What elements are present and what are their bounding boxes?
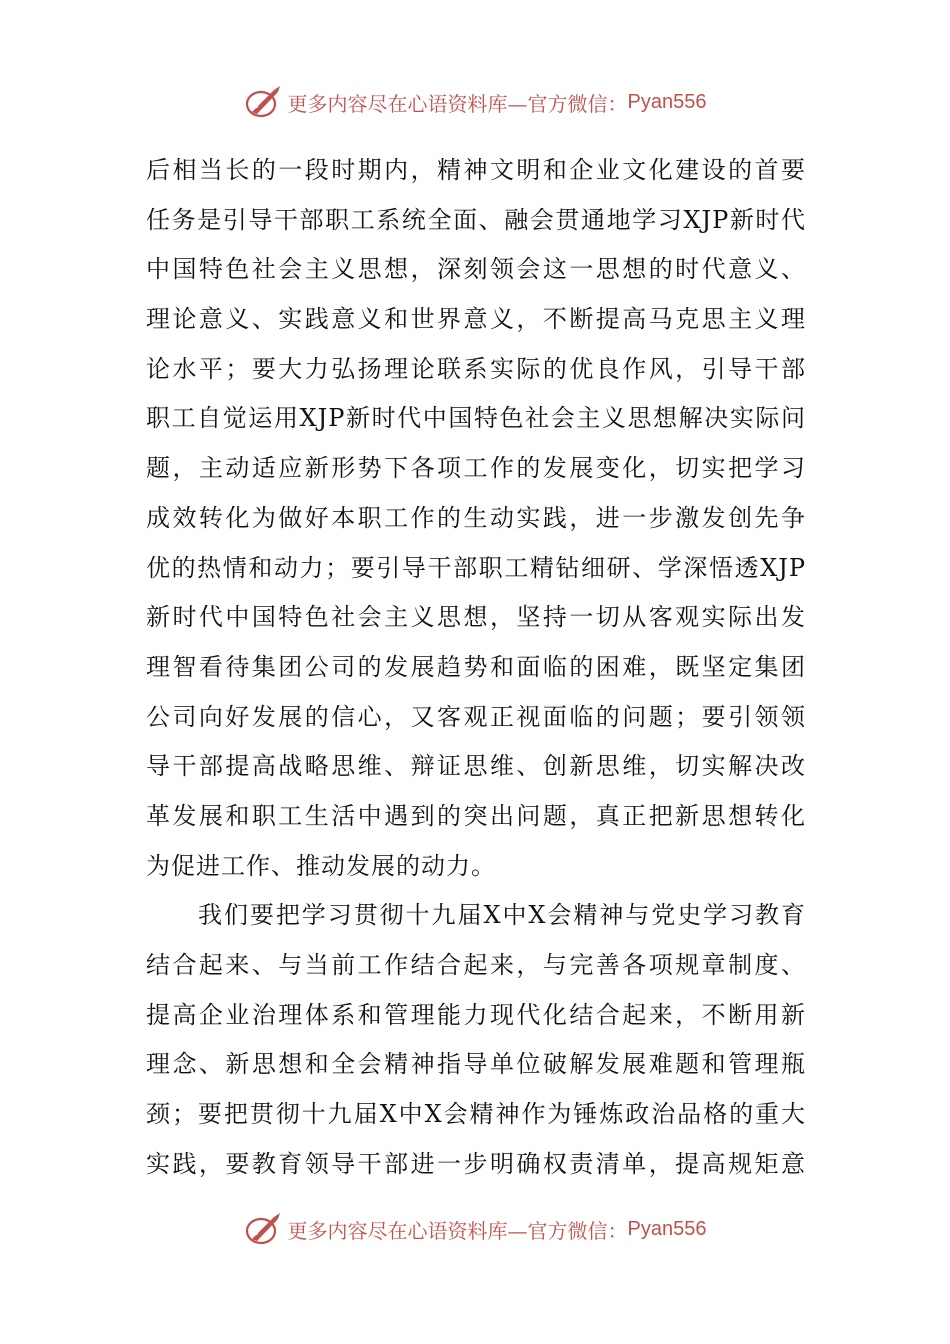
- footer-watermark: [0, 1209, 950, 1249]
- text-line: 题，主动适应新形势下各项工作的发展变化，切实把学习: [146, 454, 806, 483]
- text-line: 实践，要教育领导干部进一步明确权责清单，提高规矩意: [146, 1149, 806, 1178]
- document-body: [146, 146, 806, 1189]
- text-line: 提高企业治理体系和管理能力现代化结合起来，不断用新: [146, 1000, 806, 1029]
- text-line: 为促进工作、推动发展的动力。: [146, 851, 496, 880]
- text-line: 结合起来、与当前工作结合起来，与完善各项规章制度、: [146, 951, 806, 979]
- text-line: 导干部提高战略思维、辩证思维、创新思维，切实解决改: [146, 752, 806, 781]
- text-line: 任务是引导干部职工系统全面、融会贯通地学习XJP新时代: [146, 205, 806, 234]
- paragraph-2: [146, 891, 806, 1189]
- text-line: 理智看待集团公司的发展趋势和面临的困难，既坚定集团: [146, 652, 806, 681]
- text-line: 职工自觉运用XJP新时代中国特色社会主义思想解决实际问: [146, 404, 806, 433]
- text-line: 新时代中国特色社会主义思想，坚持一切从客观实际出发: [146, 603, 806, 632]
- header-watermark: [0, 82, 950, 122]
- text-line: 颈；要把贯彻十九届X中X会精神作为锤炼政治品格的重大: [146, 1100, 806, 1129]
- text-line: 理论意义、实践意义和世界意义，不断提高马克思主义理: [146, 305, 806, 334]
- text-line: 我们要把学习贯彻十九届X中X会精神与党史学习教育: [198, 901, 806, 930]
- text-line: 革发展和职工生活中遇到的突出问题，真正把新思想转化: [146, 801, 806, 830]
- watermark-wechat-id: Pyan556: [627, 90, 707, 113]
- text-line: 论水平；要大力弘扬理论联系实际的优良作风，引导干部: [146, 354, 806, 383]
- pen-logo-icon: [244, 82, 284, 122]
- watermark-text: 更多内容尽在心语资料库—官方微信：: [287, 91, 628, 116]
- paragraph-1: [146, 146, 806, 891]
- text-line: 中国特色社会主义思想，深刻领会这一思想的时代意义、: [146, 255, 806, 284]
- text-line: 优的热情和动力；要引导干部职工精钻细研、学深悟透XJP: [146, 553, 806, 582]
- text-line: 理念、新思想和全会精神指导单位破解发展难题和管理瓶: [146, 1050, 806, 1079]
- pen-logo-icon: [244, 1209, 284, 1249]
- text-line: 公司向好发展的信心，又客观正视面临的问题；要引领领: [146, 702, 806, 731]
- watermark-text: 更多内容尽在心语资料库—官方微信：: [287, 1218, 628, 1243]
- watermark-wechat-id: Pyan556: [627, 1217, 707, 1240]
- text-line: 后相当长的一段时期内，精神文明和企业文化建设的首要: [146, 156, 806, 184]
- text-line: 成效转化为做好本职工作的生动实践，进一步激发创先争: [146, 503, 806, 532]
